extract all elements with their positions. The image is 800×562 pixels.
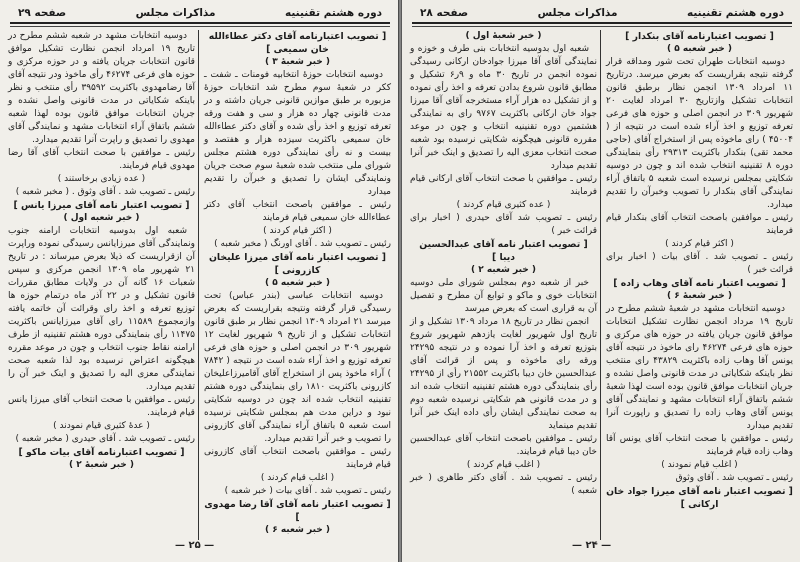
proceedings-note: ( اکثر قیام کردند ) <box>263 226 332 236</box>
committee-report-label: ( خبر شعبهٔ ۳ ) <box>264 57 331 67</box>
section-heading: [ تصویب اعتبار نامه آقای میرزا جواد خان ارکانی ] <box>606 486 793 510</box>
proceedings-note: ( اغلب قیام کردند ) <box>466 460 541 470</box>
page-footer-number: — ۲۵ — <box>175 540 215 551</box>
committee-report-label: ( خبر شعبه اول ) <box>63 213 140 223</box>
speaker-statement: رئیس ـ تصویب شد . آقای وثوق <box>675 473 793 483</box>
section-heading: [ تصویب اعتبارنامه آقای دکتر عطاءالله خان سمیعی ] <box>208 31 387 55</box>
page-28 <box>402 0 800 562</box>
speaker-statement: رئیس ـ تصویب شد آقای حیدری ( اخبار برای قرائت خبر ) <box>410 213 597 236</box>
column-divider <box>198 30 199 540</box>
committee-report-label: ( خبر شعبهٔ اول ) <box>465 31 542 41</box>
report-paragraph: دوسیه انتخابات طهران تحت شور ومداقه قرار گرفته نتیجه بقراریست که بعرض میرسد. درتاریخ ۱۱ امرداد ۱۳۰۹ انجمن نظار برطبق قانون انتخابات تشکیل وازتاریخ ۳۰ امرداد لغایت ۲۰ شهریور ۳۰۹ در انجمن اصلی و حوزه های فرعی تعرفه توزیع و اخذ آراء شده است در نتیجه از ( ۴۵۰۰۴ ) رای ماخوذه پس از استخراج آقای (حاجی محمد تقی) بنکدار باکثریت ۲۹۳۱۳ رأی بنمایندگی دوره ۸ تقنینیه انتخاب شده اند و چون در دوسیه شکایتی بمجلس نرسیده است شعبه ۵ باتفاق آراء نمایندگی آقای بنکدار را تصویب وخبرآن را تقدیم میدارد. <box>606 57 793 210</box>
report-paragraph: دوسیه انتخابات مشهد در شعبهٔ ششم مطرح در تاریخ ۱۹ مرداد انجمن نظارت تشکیل انتخابات موافق قانون جریان یافته در حوزه های مرکزی و حوزه های فرعی ۴۶۲۷۴ رای ماخوذ در نتیجه آقای یونس آقا وهاب زاده باکثریت ۴۳۸۲۹ رای منتخب نظر باینکه شکایاتی در مدت قانونی واصل نشده و جریان انتخابات موافق قانون بوده است لهذا شعبهٔ ششم باتفاق آراء انتخابات مشهد و نمایندگی آقای یونس آقای وهاب زاده را تصدیق و راپورت آنرا تقدیم میدارد <box>606 304 793 431</box>
committee-report-label: ( خبر شعبهٔ ۶ ) <box>666 291 733 301</box>
column-divider <box>600 30 601 540</box>
section-heading: [ تصویب اعتبارنامه آقای بیات ماکو ] <box>18 447 185 458</box>
speaker-statement: رئیس ـ تصویب شد . آقای دکتر طاهری ( خبر شعبه ) <box>410 473 597 496</box>
session-label: دوره هشتم تقنینیه <box>285 7 382 19</box>
speaker-statement: رئیس ـ موافقین با صحت انتخاب آقای آقا رضا مهدوی قیام فرمایند. <box>8 148 195 171</box>
column-left <box>8 30 195 472</box>
page-header <box>412 4 792 24</box>
speaker-statement: رئیس ـ موافقین باصحت انتخاب آقای دکتر عطاءالله خان سمیعی قیام فرمایند <box>204 200 391 223</box>
committee-report-label: ( خبر شعبه ۶ ) <box>264 525 331 535</box>
speaker-statement: رئیس ـ تصویب شد . آقای وثوق . ( مخبر شعبه ) <box>15 187 195 197</box>
section-heading: [ تصویب اعتبار نامه آقای میرزا علیخان کازرونی ] <box>208 252 387 276</box>
committee-report-label: ( خبر شعبهٔ ۲ ) <box>68 460 135 470</box>
report-paragraph: شعبه اول بدوسیه انتخابات ارامنه جنوب ونمایندگی آقای میرزایانس رسیدگی نموده وراپرت آن ازقراریست که ذیلا بعرض میرساند : در تاریخ ۲۱ شهریور ماه ۱۳۰۹ انجمن مرکزی و سپس شعبات ۱۶ گانه آن در ولایات مطابق مقررات قانون تشکیل و در ۲۲ آذر ماه درتمام حوزه ها توزیع تعرفه و اخذ رای وقرائت آن خاتمه یافته وازمجموع ۱۱۵۸۹ رای آقای میرزایانس باکثریت ۱۱۴۷۵ رأی بنمایندگی دوره هشتم تقنینیه از طرف ارامنه نقاط جنوب انتخاب و چون در موعد مقرره هیچگونه اعتراض نرسیده بود لذا شعبه صحت نمایندگی معزی الیه را تصدیق و اینک خبر آن را تقدیم میدارد. <box>8 226 195 392</box>
report-paragraph: شعبه اول بدوسیه انتخابات بنی طرف و خوزه و نمایندگی آقای آقا میرزا جوادخان ارکانی رسیدگی نموده انجمن در تاریخ ۳۰ ماه و ۹ر۶ تشکیل و مطابق قانون شروع بدادن تعرفه و اخذ رأی نموده و از تشکیل ده هزار آراء مستخرجه آقای آقا میرزا جواد خان ارکانی باکثریت ۹۷۶۷ رای به نمایندگی هشتمین دوره تقنینیه انتخاب و چون در موعد مقرره قانونی هیچگونه شکایتی نرسیده بود شعبه صحت انتخاب معزی الیه را تصدیق و اینک خبر آنرا تقدیم میدارد <box>410 44 597 171</box>
committee-report-label: ( خبر شعبه ۲ ) <box>470 265 537 275</box>
section-heading: [ تصویب اعتبار نامه آقای وهاب زاده ] <box>613 278 786 289</box>
committee-report-label: ( خبر شعبه ۵ ) <box>666 44 733 54</box>
speaker-statement: رئیس ـ موافقین باصحت انتخاب آقای کازرونی قیام فرمایند <box>204 447 391 470</box>
proceedings-note: ( اغلب قیام نمودند ) <box>661 460 738 470</box>
page-number: صفحه ۲۹ <box>18 7 67 19</box>
section-heading: [ تصویب اعتبار نامه آقای میرزا یانس ] <box>13 200 190 211</box>
proceedings-note: ( اکثر قیام کردند ) <box>665 239 734 249</box>
report-paragraph: خبر از شعبه دوم بمجلس شورای ملی دوسیه انتخابات خوی و ماکو و توابع آن مطرح و تفصیل آن به قراری است که بعرض میرسد <box>410 278 597 314</box>
journal-title: مذاکرات مجلس <box>537 7 618 19</box>
speaker-statement: رئیس ـ موافقین با صحت انتخاب آقای میرزا یانس قیام فرمایند. <box>8 395 195 418</box>
speaker-statement: رئیس ـ تصویب شد . آقای بیات ( اخبار برای قرائت خبر ) <box>606 252 793 275</box>
speaker-statement: رئیس ـ تصویب شد . آقای بیات ( خبر شعبه ) <box>224 486 391 496</box>
speaker-statement: رئیس ـ موافقین باصحت انتخاب آقای بنکدار قیام فرمایند <box>606 213 793 236</box>
report-paragraph: دوسیه انتخابات حوزهٔ انتخابیه فومنات ـ شفت ـ ککر در شعبهٔ سوم مطرح شد انتخابات حوزهٔ مزبوره بر طبق موازین قانونی جریان داشته و در مدت قانونی چهار ده هزار و سی و هفت ورقه تعرفه توزیع و اخذ رأی شده و آقای دکتر عطاءالله خان سمیعی باکثریت سیزده هزار و هفتصد و بیست و نه رأی نمایندگی دوره هشتم مجلس شورای ملی منتخب شده شعبهٔ سوم صحت جریان ونمایندگی ایشان را تصدیق و خبرآن را تقدیم میدارد <box>204 70 391 197</box>
journal-title: مذاکرات مجلس <box>135 7 216 19</box>
speaker-statement: رئیس ـ تصویب شد . آقای اورنگ ( مخبر شعبه ) <box>214 239 391 249</box>
session-label: دوره هشتم تقنینیه <box>687 7 784 19</box>
committee-report-label: ( خبر شعبه ۵ ) <box>264 278 331 288</box>
page-number: صفحه ۲۸ <box>420 7 469 19</box>
proceedings-note: ( عدهٔ کثیری قیام نمودند ) <box>53 421 150 431</box>
section-heading: [ تصویب اعتبار نامه آقای آقا رضا مهدوی ] <box>204 499 391 523</box>
column-right <box>204 30 391 537</box>
page-footer-number: — ۲۴ — <box>572 540 612 551</box>
speaker-statement: رئیس ـ موافقین با صحت انتخاب آقای یونس آقا وهاب زاده قیام فرمایند <box>606 434 793 457</box>
report-paragraph: دوسیه انتخابات مشهد در شعبه ششم مطرح در تاریخ ۱۹ امرداد انجمن نظارت تشکیل موافق قانون انتخابات جریان یافته و در حوزه مرکزی و حوزه های فرعی ۴۶۲۷۴ رأی ماخوذ ودر نتیجه آقای آقا رضامهدوی باکثریت ۳۹۵۹۲ رأی منتخب و نظر باینکه شکایاتی در مدت قانونی واصل نشده و جریان انتخابات موافق قانون بوده لهذا شعبه ششم باتفاق آراء انتخابات مشهد و نمایندگی آقای مهدوی را تصدیق و راپرت آنرا تقدیم میدارد. <box>8 31 195 145</box>
column-left <box>410 30 597 498</box>
speaker-statement: رئیس ـ موافقین با صحت انتخاب آقای ارکانی قیام فرمایند <box>410 174 597 197</box>
proceedings-note: ( عده زیادی برخاستند ) <box>57 174 146 184</box>
page-header <box>10 4 390 24</box>
column-right <box>606 30 793 511</box>
report-paragraph: انجمن نظار در تاریخ ۱۸ مرداد ۱۳۰۹ تشکیل و از تاریخ اول شهریور لغایت یازدهم شهریور شروع بتوزیع تعرفه و اخذ آرا نموده و در نتیجه ۲۴۲۹۵ ورقه رای ماخوذه و پس از قرائت آقای عبدالحسین خان دیبا باکثریت ۲۱۵۵۲ رأی از ۲۴۲۹۵ رأی بنمایندگی دوره هشتم تقنینیه انتخاب شده اند و در مدت قانونی هم شکایتی نرسیده شعبه دوم به صحت نمایندگی ایشان رأی داده اینک خبر آنرا تقدیم مینماید <box>410 317 597 431</box>
section-heading: [ تصویب اعتبارنامه آقای بنکدار ] <box>625 31 774 42</box>
report-paragraph: دوسیه انتخابات عباسی (بندر عباس) تحت رسیدگی قرار گرفته ونتیجه بقراریست که بعرض میرسد ۲۱ امرداد ۱۳۰۹ انجمن نظار بر طبق قانون انتخابات تشکیل و از تاریخ ۹ شهریور لغایت ۱۲ شهریور ۳۰۹ در انجمن اصلی و حوزه های فرعی تعرفه توزیع و اخذ آراء شده است در نتیجه ( ۷۸۴۲ ) آراء ماخوذ پس از استخراج آقای آقامیرزاعلیخان کازرونی باکثریت ۱۸۱۰ رای بنمایندگی دوره هشتم تقنینیه انتخاب شده اند چون در دوسیه شکایتی نبود و دراین مدت هم بمجلس شکایتی نرسیده است شعبه ۵ باتفاق آراء نمایندگی آقای کازرونی را تصویب و خبر آنرا تقدیم میدارد. <box>204 291 391 444</box>
speaker-statement: رئیس ـ تصویب شد . آقای حیدری ( مخبر شعبه ) <box>15 434 195 444</box>
section-heading: [ تصویب اعتبار نامه آقای عبدالحسین دیبا ] <box>419 239 588 263</box>
proceedings-note: ( عده کثیری قیام کردند ) <box>456 200 551 210</box>
page-29 <box>0 0 398 562</box>
proceedings-note: ( اغلب قیام کردند ) <box>260 473 335 483</box>
speaker-statement: رئیس ـ موافقین باصحت انتخاب آقای عبدالحسین خان دیبا قیام فرمایند. <box>410 434 597 457</box>
